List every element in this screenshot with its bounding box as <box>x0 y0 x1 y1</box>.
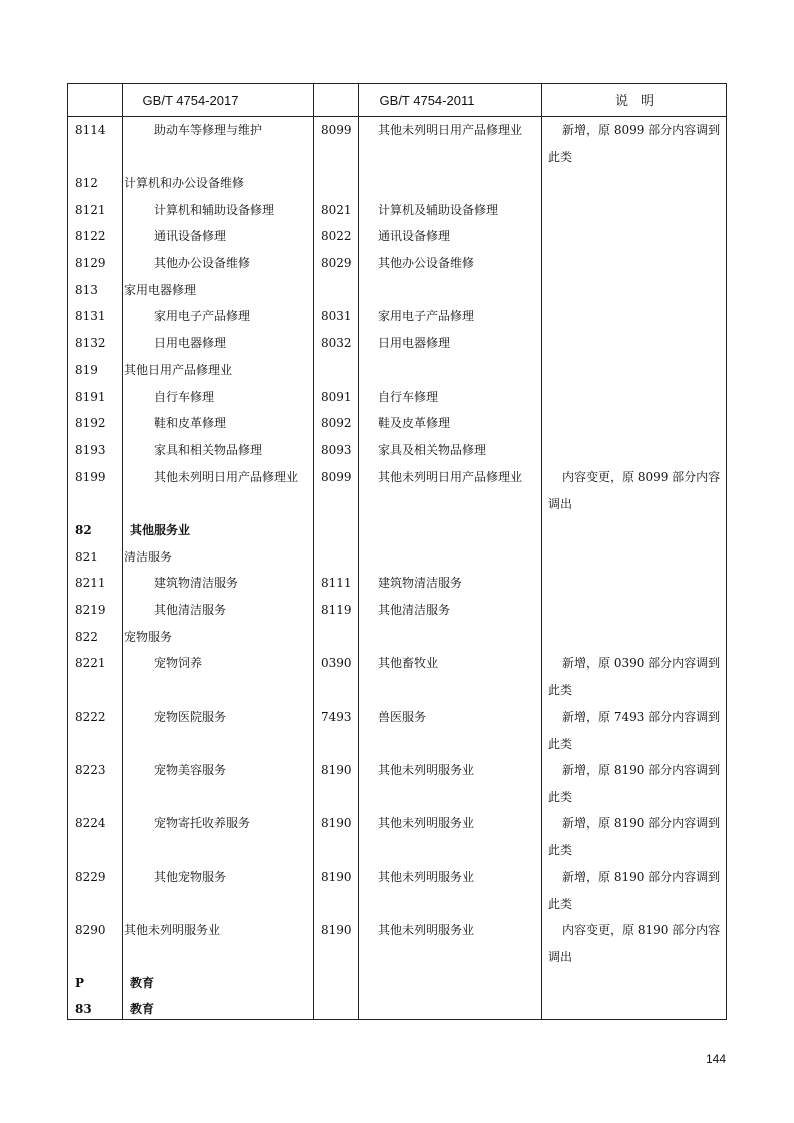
name-2017: 其他清洁服务 <box>154 603 227 617</box>
table-row <box>68 277 726 303</box>
name-2017: 宠物服务 <box>124 630 173 644</box>
note: 内容变更，原 8099 部分内容调出 <box>548 470 721 511</box>
code-2011: 8190 <box>321 763 352 777</box>
table-row <box>68 996 726 1022</box>
name-2017: 计算机和办公设备维修 <box>124 176 245 190</box>
name-2017: 通讯设备修理 <box>154 229 227 243</box>
code-2011: 8119 <box>321 603 352 617</box>
name-2011: 其他未列明日用产品修理业 <box>378 470 523 484</box>
code-2011: 8099 <box>321 123 352 137</box>
table-row <box>68 864 726 911</box>
code-2017: 822 <box>75 630 98 644</box>
code-2011: 8029 <box>321 256 352 270</box>
name-2017: 助动车等修理与维护 <box>154 123 263 137</box>
name-2011: 其他未列明服务业 <box>378 870 475 884</box>
code-2011: 8022 <box>321 229 352 243</box>
name-2017: 日用电器修理 <box>154 336 227 350</box>
table-row <box>68 223 726 249</box>
code-2017: P <box>75 976 85 990</box>
name-2011: 其他未列明服务业 <box>378 923 475 937</box>
name-2017: 其他未列明服务业 <box>124 923 221 937</box>
name-2017: 其他日用产品修理业 <box>124 363 233 377</box>
code-2017: 812 <box>75 176 98 190</box>
table-row <box>68 650 726 697</box>
code-2011: 8031 <box>321 309 352 323</box>
name-2017: 教育 <box>130 976 155 990</box>
table-row <box>68 197 726 223</box>
code-2011: 8092 <box>321 416 352 430</box>
name-2017: 建筑物清洁服务 <box>154 576 239 590</box>
header-gbt-2011: GB/T 4754-2011 <box>379 93 475 108</box>
code-2011: 8190 <box>321 816 352 830</box>
name-2017: 自行车修理 <box>154 390 215 404</box>
note: 新增，原 8190 部分内容调到此类 <box>548 816 721 857</box>
name-2017: 计算机和辅助设备修理 <box>154 203 275 217</box>
code-2017: 8219 <box>75 603 106 617</box>
name-2011: 兽医服务 <box>378 710 427 724</box>
name-2017: 其他服务业 <box>130 523 191 537</box>
name-2011: 计算机及辅助设备修理 <box>378 203 499 217</box>
code-2017: 8199 <box>75 470 106 484</box>
name-2017: 宠物美容服务 <box>154 763 227 777</box>
code-2017: 8192 <box>75 416 106 430</box>
note: 新增，原 8190 部分内容调到此类 <box>548 763 721 804</box>
note: 内容变更，原 8190 部分内容调出 <box>548 923 721 964</box>
table-row <box>68 464 726 511</box>
code-2017: 8290 <box>75 923 106 937</box>
code-2017: 8131 <box>75 309 106 323</box>
name-2011: 日用电器修理 <box>378 336 451 350</box>
table-row <box>68 330 726 356</box>
table-row <box>68 624 726 650</box>
code-2011: 8093 <box>321 443 352 457</box>
code-2017: 8229 <box>75 870 106 884</box>
code-2017: 8193 <box>75 443 106 457</box>
page-number: 144 <box>706 1052 727 1066</box>
code-2011: 8091 <box>321 390 352 404</box>
name-2011: 其他清洁服务 <box>378 603 451 617</box>
code-2011: 8021 <box>321 203 352 217</box>
code-2017: 8222 <box>75 710 106 724</box>
name-2011: 家具及相关物品修理 <box>378 443 487 457</box>
name-2017: 家用电器修理 <box>124 283 197 297</box>
code-2017: 8132 <box>75 336 106 350</box>
name-2011: 其他未列明服务业 <box>378 763 475 777</box>
name-2017: 其他办公设备维修 <box>154 256 251 270</box>
note: 新增，原 0390 部分内容调到此类 <box>548 656 721 697</box>
header-gbt-2017: GB/T 4754-2017 <box>142 93 239 108</box>
classification-table <box>67 83 727 1020</box>
table-row <box>68 917 726 964</box>
code-2011: 8032 <box>321 336 352 350</box>
code-2017: 819 <box>75 363 98 377</box>
table-row <box>68 410 726 436</box>
code-2011: 8111 <box>321 576 352 590</box>
code-2017: 83 <box>75 1002 92 1016</box>
code-2011: 8099 <box>321 470 352 484</box>
name-2011: 通讯设备修理 <box>378 229 451 243</box>
name-2011: 自行车修理 <box>378 390 439 404</box>
name-2017: 教育 <box>130 1002 155 1016</box>
name-2011: 鞋及皮革修理 <box>378 416 451 430</box>
code-2017: 8223 <box>75 763 106 777</box>
table-row <box>68 250 726 276</box>
code-2011: 8190 <box>321 870 352 884</box>
name-2011: 其他办公设备维修 <box>378 256 475 270</box>
table-row <box>68 570 726 596</box>
code-2017: 8224 <box>75 816 106 830</box>
table-row <box>68 517 726 543</box>
code-2017: 8129 <box>75 256 106 270</box>
name-2011: 建筑物清洁服务 <box>378 576 463 590</box>
code-2017: 8114 <box>75 123 106 137</box>
code-2011: 0390 <box>321 656 352 670</box>
code-2017: 82 <box>75 523 92 537</box>
code-2017: 8122 <box>75 229 106 243</box>
note: 新增，原 8190 部分内容调到此类 <box>548 870 721 911</box>
name-2017: 宠物寄托收养服务 <box>154 816 251 830</box>
table-row <box>68 384 726 410</box>
code-2011: 7493 <box>321 710 352 724</box>
header-note: 说 明 <box>614 93 654 108</box>
code-2017: 813 <box>75 283 98 297</box>
table-row <box>68 170 726 196</box>
name-2011: 家用电子产品修理 <box>378 309 475 323</box>
name-2017: 家具和相关物品修理 <box>154 443 263 457</box>
table-row <box>68 303 726 329</box>
table-row <box>68 357 726 383</box>
name-2017: 清洁服务 <box>124 550 173 564</box>
name-2017: 其他未列明日用产品修理业 <box>154 470 299 484</box>
name-2011: 其他未列明日用产品修理业 <box>378 123 523 137</box>
table-row <box>68 597 726 623</box>
name-2017: 家用电子产品修理 <box>154 309 251 323</box>
note: 新增，原 8099 部分内容调到此类 <box>548 123 721 164</box>
note: 新增，原 7493 部分内容调到此类 <box>548 710 721 751</box>
code-2011: 8190 <box>321 923 352 937</box>
table-row <box>68 117 726 164</box>
code-2017: 8211 <box>75 576 106 590</box>
code-2017: 8221 <box>75 656 106 670</box>
table-row <box>68 704 726 751</box>
table-row <box>68 810 726 857</box>
name-2011: 其他畜牧业 <box>378 656 439 670</box>
name-2017: 宠物饲养 <box>154 656 203 670</box>
code-2017: 821 <box>75 550 98 564</box>
code-2017: 8191 <box>75 390 106 404</box>
table-row <box>68 544 726 570</box>
name-2011: 其他未列明服务业 <box>378 816 475 830</box>
table-row <box>68 437 726 463</box>
table-row <box>68 970 726 996</box>
name-2017: 其他宠物服务 <box>154 870 227 884</box>
name-2017: 鞋和皮革修理 <box>154 416 227 430</box>
code-2017: 8121 <box>75 203 106 217</box>
name-2017: 宠物医院服务 <box>154 710 227 724</box>
table-row <box>68 757 726 804</box>
